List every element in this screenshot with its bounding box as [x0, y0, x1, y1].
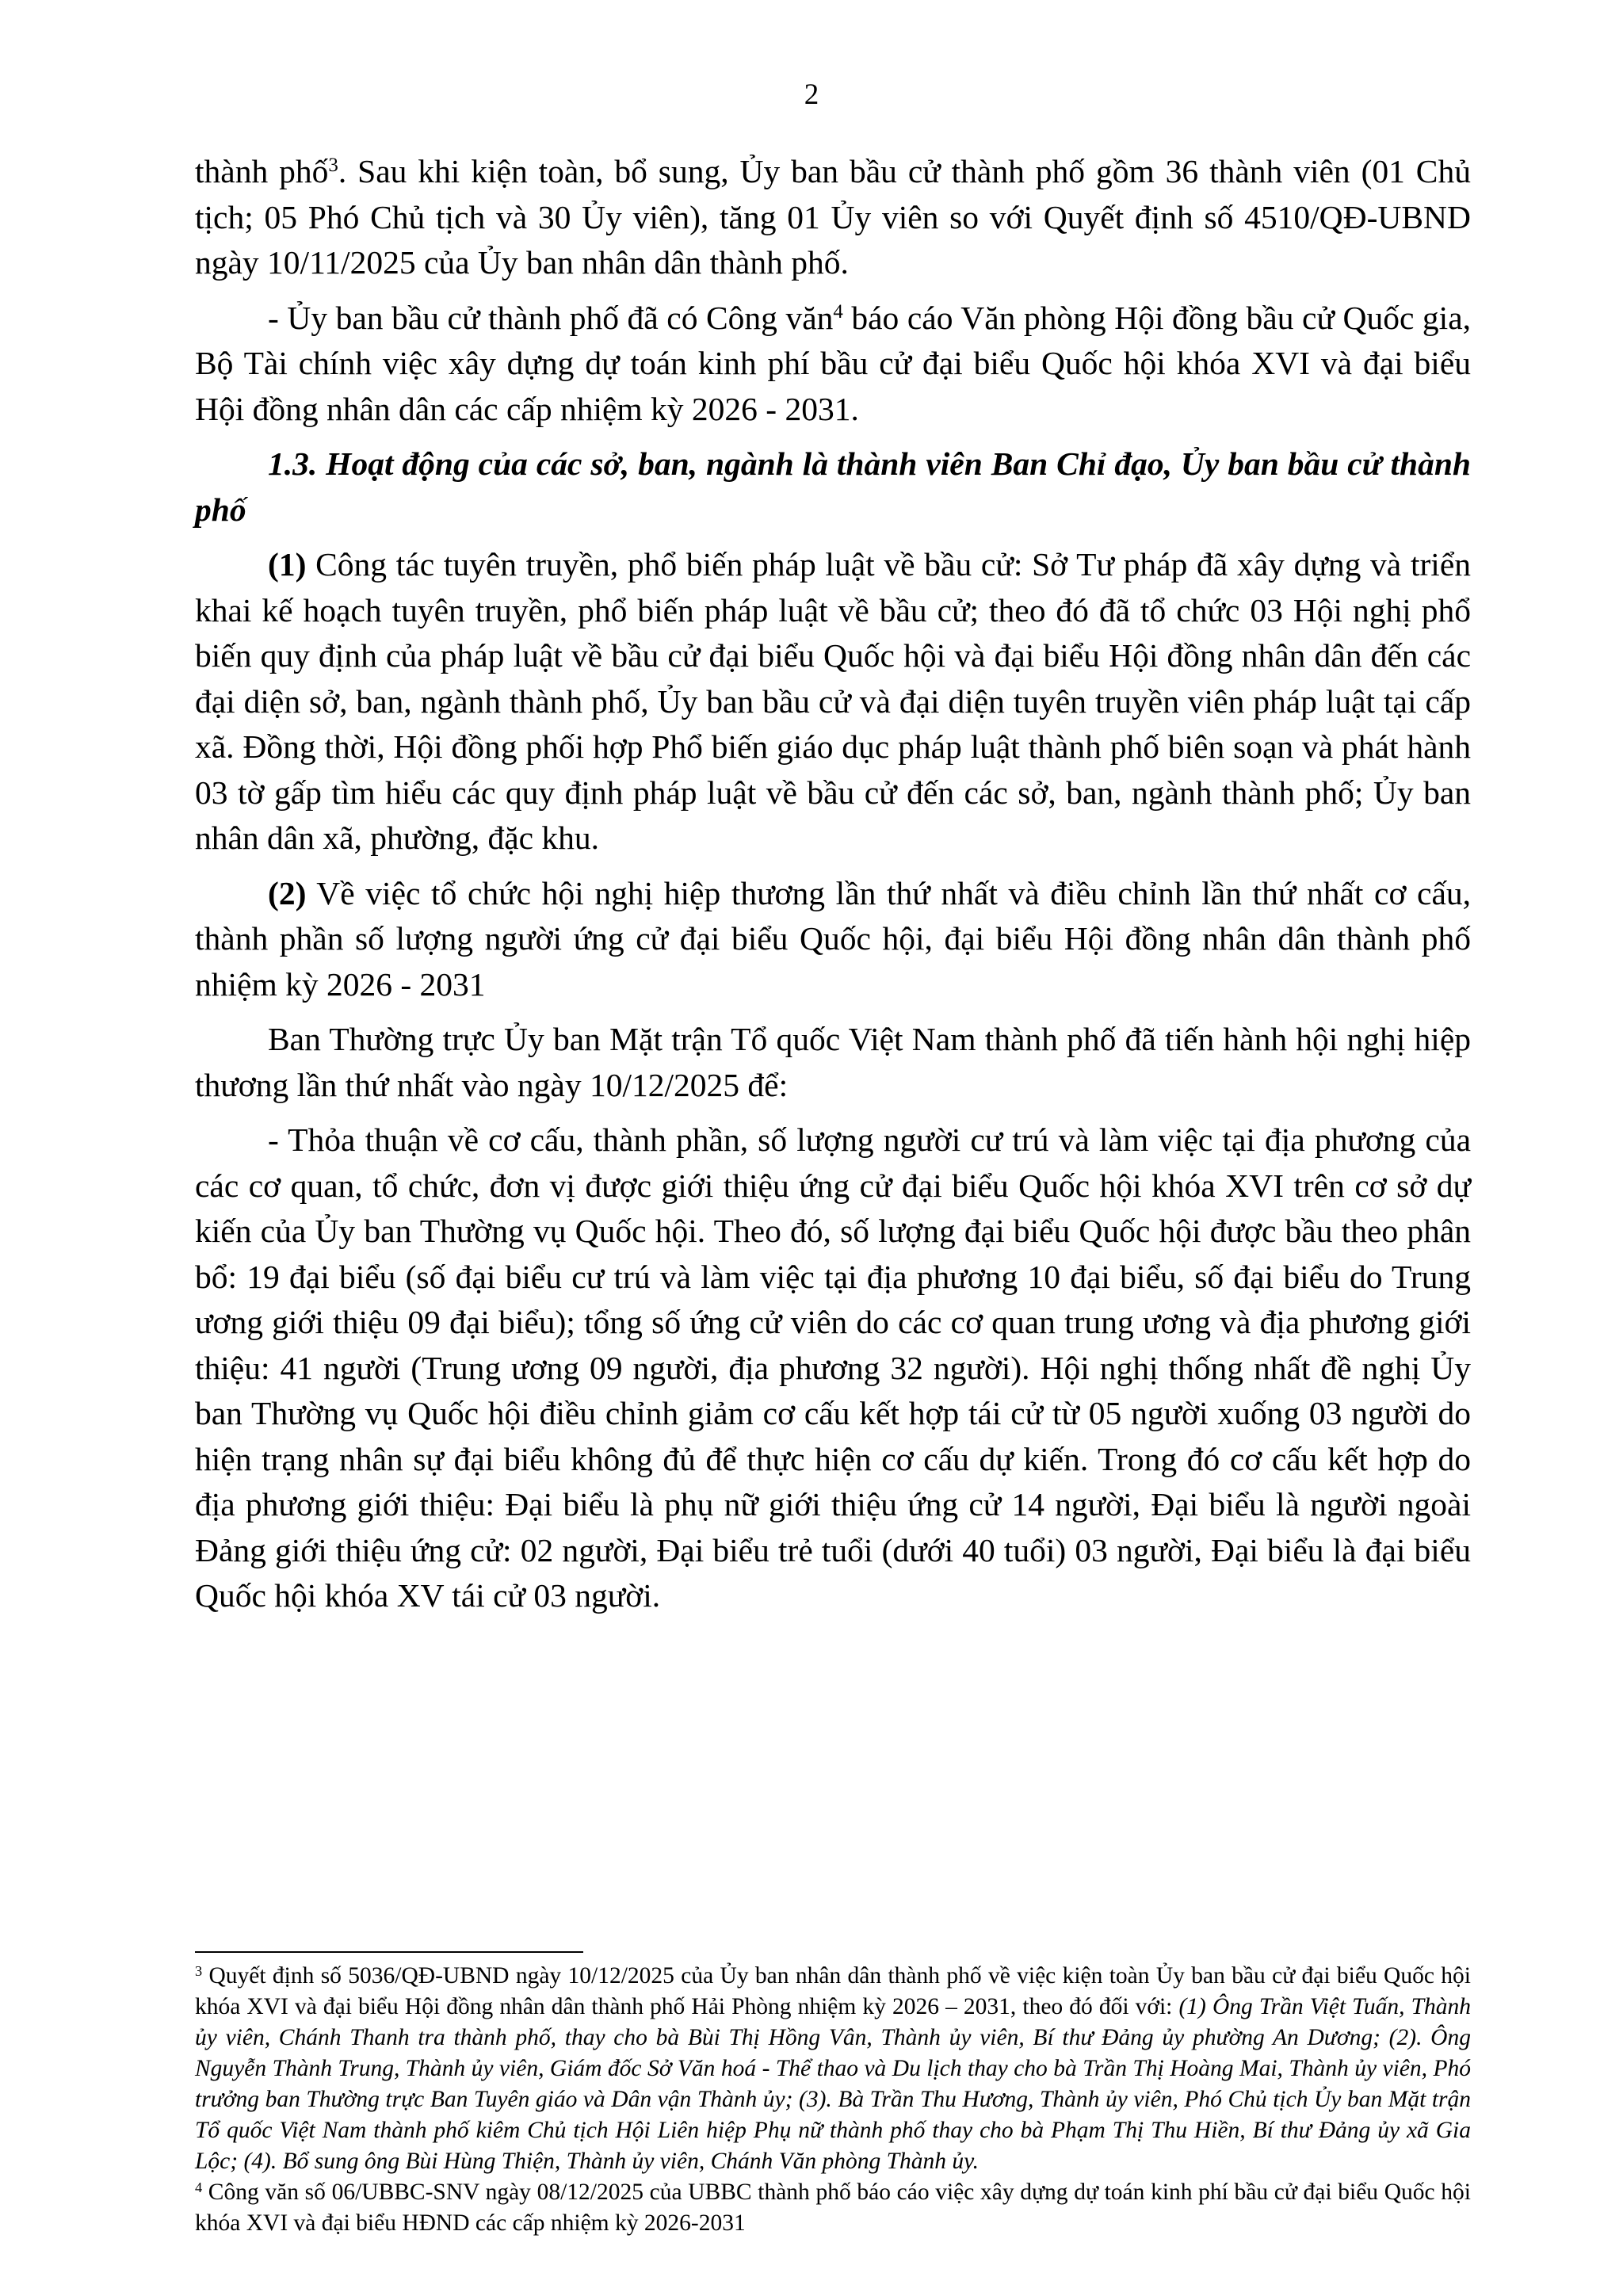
paragraph-item-2: [195, 871, 1471, 1008]
paragraph-continuation: [195, 149, 1471, 286]
page-number: 2: [804, 78, 819, 111]
paragraph-text: - Ủy ban bầu cử thành phố đã có Công văn: [268, 299, 834, 336]
footnote-ref-3: 3: [328, 155, 338, 177]
item-number: (1): [268, 546, 307, 583]
paragraph-text: thành phố: [195, 153, 329, 189]
paragraph-agreement: - Thỏa thuận về cơ cấu, thành phần, số lượng người cư trú và làm việc tại địa phương của các cơ quan, tổ chức, đơn vị được giới thiệu ứng cử đại biểu Quốc hội khóa XVI trên cơ sở dự kiến của Ủy ban Thường vụ Quốc hội. Theo đó, số lượng đại biểu Quốc hội được bầu theo phân bổ: 19 đại biểu (số đại biểu cư trú và làm việc tại địa phương 10 đại biểu, số đại biểu do Trung ương giới thiệu 09 đại biểu); tổng số ứng cử viên do các cơ quan trung ương và địa phương giới thiệu: 41 người (Trung ương 09 người, địa phương 32 người). Hội nghị thống nhất đề nghị Ủy ban Thường vụ Quốc hội điều chỉnh giảm cơ cấu kết hợp tái cử từ 05 người xuống 03 người do hiện trạng nhân sự đại biểu không đủ để thực hiện cơ cấu dự kiến. Trong đó cơ cấu kết hợp do địa phương giới thiệu: Đại biểu là phụ nữ giới thiệu ứng cử 14 người, Đại biểu là người ngoài Đảng giới thiệu ứng cử: 02 người, Đại biểu trẻ tuổi (dưới 40 tuổi) 03 người, Đại biểu là đại biểu Quốc hội khóa XV tái cử 03 người.: [195, 1121, 1471, 1614]
footnote-italic-text: (1) Ông Trần Việt Tuấn, Thành ủy viên, Chánh Thanh tra thành phố, thay cho bà Bùi Thị Hồng Vân, Thành ủy viên, Bí thư Đảng ủy phường An Dương; (2). Ông Nguyễn Thành Trung, Thành ủy viên, Giám đốc Sở Văn hoá - Thể thao và Du lịch thay cho bà Trần Thị Hoàng Mai, Thành ủy viên, Phó trưởng ban Thường trực Ban Tuyên giáo và Dân vận Thành ủy; (3). Bà Trần Thu Hương, Thành ủy viên, Phó Chủ tịch Ủy ban Mặt trận Tổ quốc Việt Nam thành phố kiêm Chủ tịch Hội Liên hiệp Phụ nữ thành phố thay cho bà Phạm Thị Thu Hiền, Bí thư Đảng ủy xã Gia Lộc; (4). Bổ sung ông Bùi Hùng Thiện, Thành ủy viên, Chánh Văn phòng Thành ủy.: [195, 1994, 1471, 2174]
section-heading-1-3: 1.3. Hoạt động của các sở, ban, ngành là thành viên Ban Chỉ đạo, Ủy ban bầu cử thành phố: [195, 445, 1471, 528]
body-text: [195, 149, 1471, 1629]
paragraph-text: . Sau khi kiện toàn, bổ sung, Ủy ban bầu cử thành phố gồm 36 thành viên (01 Chủ tịch; 05 Phó Chủ tịch và 30 Ủy viên), tăng 01 Ủy viên so với Quyết định số 4510/QĐ-UBND ngày 10/11/2025 của Ủy ban nhân dân thành phố.: [195, 153, 1471, 281]
footnote-separator: [195, 1951, 583, 1953]
paragraph-text: Về việc tổ chức hội nghị hiệp thương lần thứ nhất và điều chỉnh lần thứ nhất cơ cấu, thành phần số lượng người ứng cử đại biểu Quốc hội, đại biểu Hội đồng nhân dân thành phố nhiệm kỳ 2026 - 2031: [195, 874, 1471, 1003]
paragraph-text: Công tác tuyên truyền, phổ biến pháp luật về bầu cử: Sở Tư pháp đã xây dựng và triển khai kế hoạch tuyên truyền, phổ biến pháp luật về bầu cử; theo đó đã tổ chức 03 Hội nghị phổ biến quy định của pháp luật về bầu cử đại biểu Quốc hội và đại biểu Hội đồng nhân dân đến các đại diện sở, ban, ngành thành phố, Ủy ban bầu cử và đại diện tuyên truyền viên pháp luật tại cấp xã. Đồng thời, Hội đồng phối hợp Phổ biến giáo dục pháp luật thành phố biên soạn và phát hành 03 tờ gấp tìm hiểu các quy định pháp luật về bầu cử đến các sở, ban, ngành thành phố; Ủy ban nhân dân xã, phường, đặc khu.: [195, 546, 1471, 856]
footnote-text: Công văn số 06/UBBC-SNV ngày 08/12/2025 của UBBC thành phố báo cáo việc xây dựng dự toán kinh phí bầu cử đại biểu Quốc hội khóa XVI và đại biểu HĐND các cấp nhiệm kỳ 2026-2031: [195, 2179, 1471, 2236]
item-number: (2): [268, 874, 307, 911]
footnote-3: [195, 1961, 1471, 2177]
footnote-ref-4: 4: [833, 300, 843, 323]
footnote-text: Quyết định số 5036/QĐ-UBND ngày 10/12/2025 của Ủy ban nhân dân thành phố về việc kiện toàn Ủy ban bầu cử đại biểu Quốc hội khóa XVI và đại biểu Hội đồng nhân dân thành phố Hải Phòng nhiệm kỳ 2026 – 2031, theo đó đối với:: [195, 1963, 1471, 2019]
footnote-mark: 4: [195, 2179, 203, 2195]
paragraph-budget-report: [195, 296, 1471, 433]
footnotes: [195, 1961, 1471, 2239]
paragraph-item-1: [195, 542, 1471, 861]
paragraph-conference: Ban Thường trực Ủy ban Mặt trận Tổ quốc Việt Nam thành phố đã tiến hành hội nghị hiệp thương lần thứ nhất vào ngày 10/12/2025 để:: [195, 1021, 1471, 1103]
footnote-4: [195, 2177, 1471, 2239]
footnote-mark: 3: [195, 1962, 203, 1979]
paragraph-text: báo cáo Văn phòng Hội đồng bầu cử Quốc gia, Bộ Tài chính việc xây dựng dự toán kinh phí bầu cử đại biểu Quốc hội khóa XVI và đại biểu Hội đồng nhân dân các cấp nhiệm kỳ 2026 - 2031.: [195, 299, 1471, 427]
